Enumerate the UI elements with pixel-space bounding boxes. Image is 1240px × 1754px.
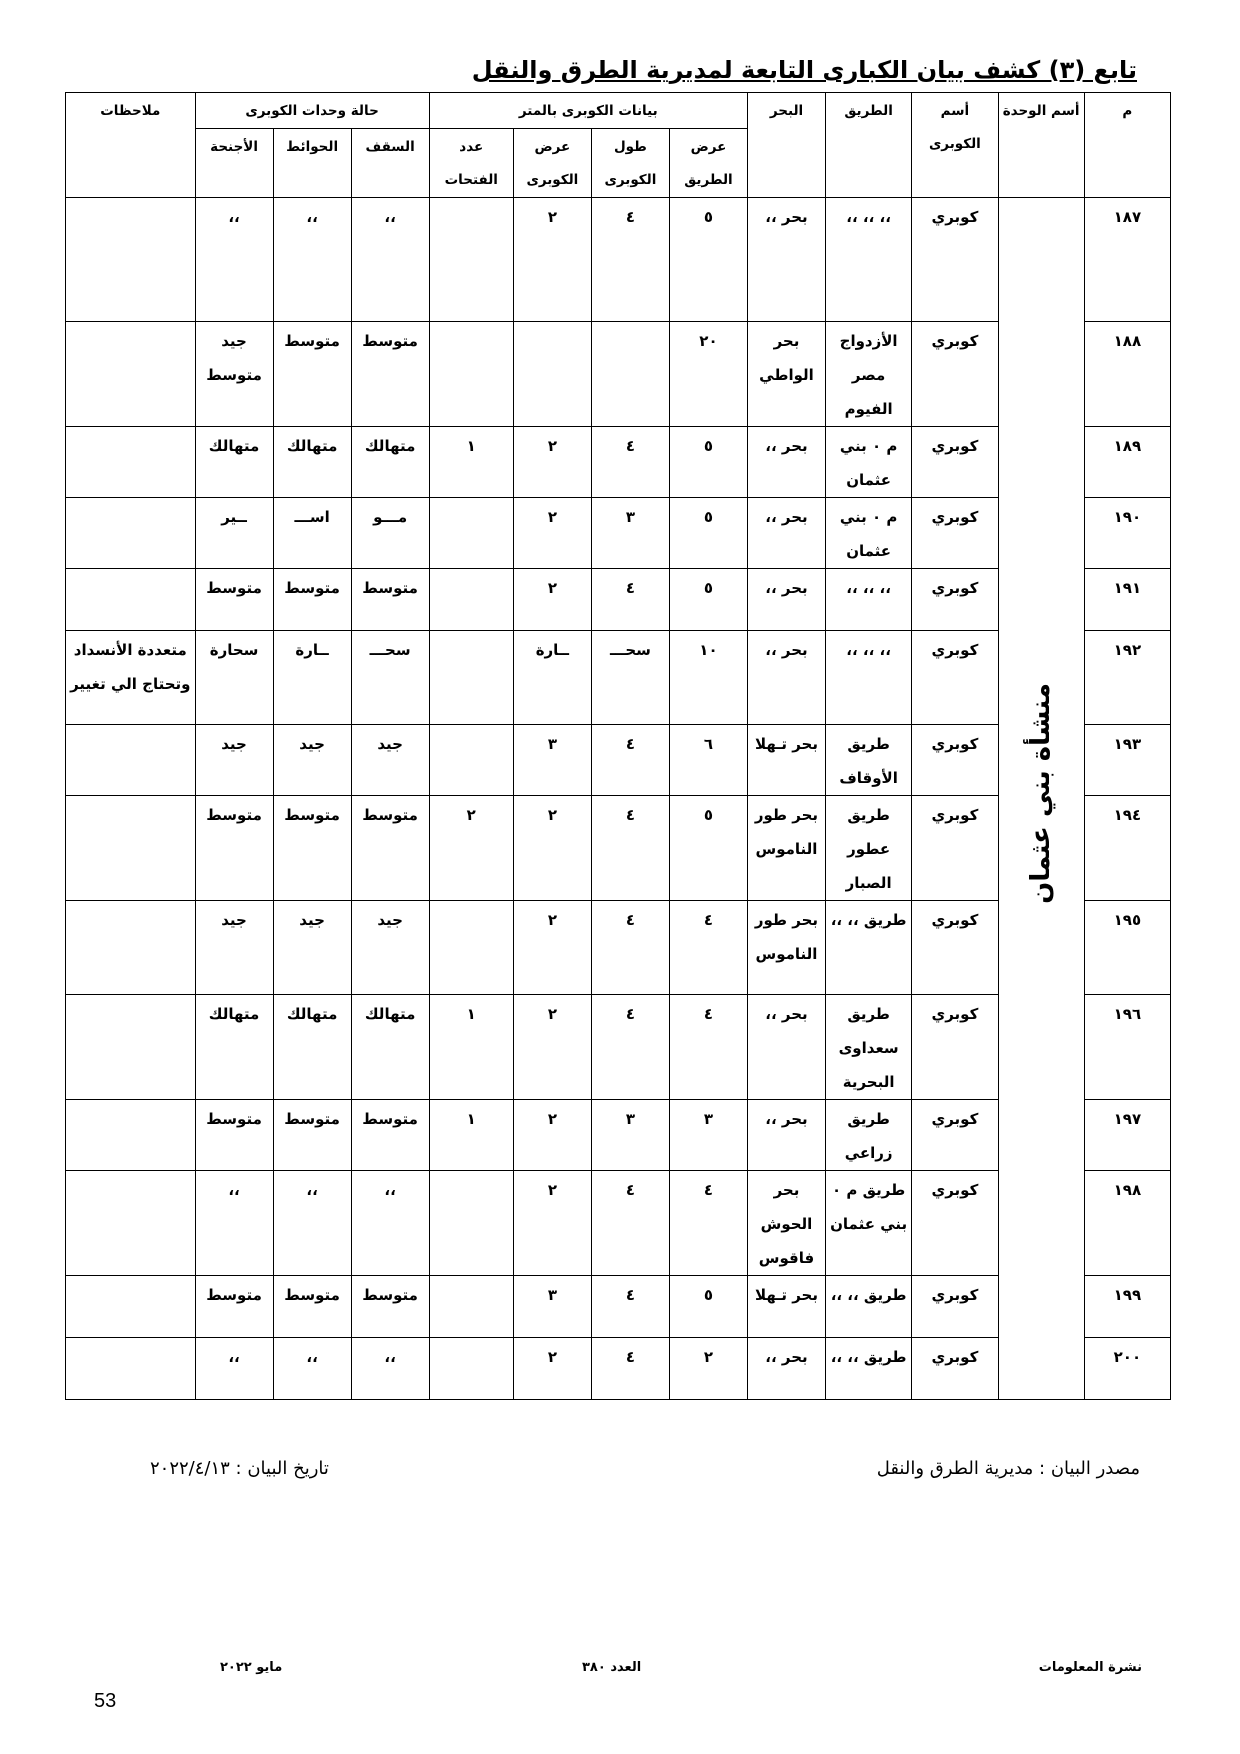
cell-canal: بحر تـهلا xyxy=(747,725,825,796)
cell-canal: بحر طور الناموس xyxy=(747,901,825,995)
cell-wings: متوسط xyxy=(195,796,273,901)
cell-bridge-width: ٢ xyxy=(513,796,591,901)
cell-bridge-length: ٤ xyxy=(591,796,669,901)
cell-ceiling: متوسط xyxy=(351,569,429,631)
cell-bridge-width: ٢ xyxy=(513,569,591,631)
cell-bridge-name: كوبري xyxy=(912,796,998,901)
cell-bridge-length: ٣ xyxy=(591,498,669,569)
cell-road: طريق م ٠ بني عثمان xyxy=(826,1171,912,1276)
cell-road-width: ٣ xyxy=(669,1100,747,1171)
cell-wings: سحارة xyxy=(195,631,273,725)
header-bridge-length: طول الكوبرى xyxy=(591,129,669,198)
cell-openings xyxy=(429,198,513,322)
cell-notes: متعددة الأنسداد وتحتاج الي تغيير xyxy=(66,631,196,725)
header-notes: ملاحظات xyxy=(66,93,196,198)
cell-bridge-width: ٣ xyxy=(513,725,591,796)
cell-walls: متهالك xyxy=(273,995,351,1100)
cell-ceiling: متهالك xyxy=(351,995,429,1100)
cell-num: ١٨٨ xyxy=(1084,322,1170,427)
cell-ceiling: ،، xyxy=(351,1338,429,1400)
cell-bridge-length: ٣ xyxy=(591,1100,669,1171)
cell-ceiling: متوسط xyxy=(351,796,429,901)
cell-bridge-name: كوبري xyxy=(912,322,998,427)
cell-road-width: ٥ xyxy=(669,569,747,631)
header-wings: الأجنحة xyxy=(195,129,273,198)
cell-bridge-width: ٢ xyxy=(513,901,591,995)
cell-walls: متهالك xyxy=(273,427,351,498)
data-date: تاريخ البيان : ٢٠٢٢/٤/١٣ xyxy=(150,1458,329,1479)
header-ceiling: السقف xyxy=(351,129,429,198)
cell-bridge-name: كوبري xyxy=(912,1276,998,1338)
cell-walls: ،، xyxy=(273,1171,351,1276)
header-road: الطريق xyxy=(826,93,912,198)
cell-canal: بحر تـهلا xyxy=(747,1276,825,1338)
cell-road-width: ٤ xyxy=(669,901,747,995)
cell-road: ،، ،، ،، xyxy=(826,198,912,322)
cell-bridge-name: كوبري xyxy=(912,569,998,631)
cell-canal: بحر ،، xyxy=(747,498,825,569)
cell-bridge-length: ٤ xyxy=(591,1338,669,1400)
cell-notes xyxy=(66,498,196,569)
cell-canal: بحر ،، xyxy=(747,1338,825,1400)
header-condition: حالة وحدات الكوبرى xyxy=(195,93,429,129)
cell-canal: بحر ،، xyxy=(747,198,825,322)
cell-road: الأزدواج مصر الفيوم xyxy=(826,322,912,427)
cell-ceiling: ،، xyxy=(351,198,429,322)
cell-canal: بحر الواطي xyxy=(747,322,825,427)
cell-road-width: ٤ xyxy=(669,995,747,1100)
cell-openings xyxy=(429,569,513,631)
cell-road: طريق ،، ،، xyxy=(826,1338,912,1400)
cell-road-width: ٥ xyxy=(669,1276,747,1338)
cell-bridge-name: كوبري xyxy=(912,725,998,796)
cell-road: م ٠ بني عثمان xyxy=(826,498,912,569)
cell-road-width: ٥ xyxy=(669,427,747,498)
unit-name: منشأة بني عثمان xyxy=(1026,683,1057,904)
cell-notes xyxy=(66,1171,196,1276)
cell-walls: ــارة xyxy=(273,631,351,725)
cell-notes xyxy=(66,427,196,498)
cell-unit xyxy=(998,198,1084,1400)
cell-notes xyxy=(66,1338,196,1400)
cell-openings: ١ xyxy=(429,995,513,1100)
cell-wings: متوسط xyxy=(195,1276,273,1338)
cell-canal: بحر ،، xyxy=(747,995,825,1100)
cell-road-width: ٢ xyxy=(669,1338,747,1400)
cell-openings xyxy=(429,631,513,725)
cell-num: ١٩٤ xyxy=(1084,796,1170,901)
cell-bridge-name: كوبري xyxy=(912,995,998,1100)
cell-openings xyxy=(429,725,513,796)
cell-openings xyxy=(429,1276,513,1338)
bridges-table xyxy=(65,92,1171,1400)
cell-bridge-length: ٤ xyxy=(591,198,669,322)
cell-wings: جيد متوسط xyxy=(195,322,273,427)
cell-road-width: ٥ xyxy=(669,796,747,901)
cell-wings: جيد xyxy=(195,901,273,995)
cell-walls: ،، xyxy=(273,198,351,322)
cell-road: طريق زراعي xyxy=(826,1100,912,1171)
cell-notes xyxy=(66,796,196,901)
cell-canal: بحر ،، xyxy=(747,631,825,725)
cell-walls: جيد xyxy=(273,901,351,995)
header-canal: البحر xyxy=(747,93,825,198)
cell-bridge-length xyxy=(591,322,669,427)
cell-num: ١٩١ xyxy=(1084,569,1170,631)
cell-walls: ،، xyxy=(273,1338,351,1400)
cell-notes xyxy=(66,995,196,1100)
footer-issue: العدد ٣٨٠ xyxy=(582,1660,642,1675)
cell-bridge-length: ٤ xyxy=(591,901,669,995)
cell-bridge-length: ٤ xyxy=(591,995,669,1100)
header-bridge-name: أسم الكوبرى xyxy=(912,93,998,198)
header-unit: أسم الوحدة xyxy=(998,93,1084,198)
cell-openings xyxy=(429,322,513,427)
cell-bridge-length: ٤ xyxy=(591,725,669,796)
cell-walls: متوسط xyxy=(273,796,351,901)
cell-openings: ١ xyxy=(429,1100,513,1171)
cell-ceiling: متهالك xyxy=(351,427,429,498)
cell-notes xyxy=(66,1276,196,1338)
cell-notes xyxy=(66,569,196,631)
cell-bridge-name: كوبري xyxy=(912,631,998,725)
cell-canal: بحر طور الناموس xyxy=(747,796,825,901)
cell-road-width: ٥ xyxy=(669,498,747,569)
cell-notes xyxy=(66,322,196,427)
cell-ceiling: جيد xyxy=(351,901,429,995)
cell-num: ١٨٩ xyxy=(1084,427,1170,498)
cell-num: ١٩٣ xyxy=(1084,725,1170,796)
cell-notes xyxy=(66,901,196,995)
cell-bridge-length: سحـــ xyxy=(591,631,669,725)
cell-canal: بحر ،، xyxy=(747,1100,825,1171)
cell-ceiling: متوسط xyxy=(351,322,429,427)
cell-openings: ١ xyxy=(429,427,513,498)
header-num: م xyxy=(1084,93,1170,198)
cell-num: ١٩٠ xyxy=(1084,498,1170,569)
cell-openings: ٢ xyxy=(429,796,513,901)
cell-wings: ،، xyxy=(195,1338,273,1400)
cell-num: ١٩٢ xyxy=(1084,631,1170,725)
header-openings: عدد الفتحات xyxy=(429,129,513,198)
cell-canal: بحر ،، xyxy=(747,427,825,498)
cell-bridge-name: كوبري xyxy=(912,1100,998,1171)
cell-bridge-name: كوبري xyxy=(912,1338,998,1400)
cell-openings xyxy=(429,901,513,995)
cell-wings: متوسط xyxy=(195,1100,273,1171)
cell-walls: متوسط xyxy=(273,569,351,631)
cell-ceiling: سحـــ xyxy=(351,631,429,725)
cell-bridge-width: ٢ xyxy=(513,498,591,569)
cell-road: ،، ،، ،، xyxy=(826,569,912,631)
cell-num: ١٩٧ xyxy=(1084,1100,1170,1171)
cell-num: ١٩٩ xyxy=(1084,1276,1170,1338)
cell-wings: ،، xyxy=(195,1171,273,1276)
cell-road: طريق ،، ،، xyxy=(826,901,912,995)
table-row xyxy=(66,198,1171,322)
cell-canal: بحر ،، xyxy=(747,569,825,631)
cell-bridge-name: كوبري xyxy=(912,901,998,995)
cell-bridge-width: ــارة xyxy=(513,631,591,725)
cell-notes xyxy=(66,1100,196,1171)
cell-canal: بحر الحوش فاقوس xyxy=(747,1171,825,1276)
cell-road-width: ١٠ xyxy=(669,631,747,725)
cell-ceiling: متوسط xyxy=(351,1100,429,1171)
cell-num: ١٩٨ xyxy=(1084,1171,1170,1276)
cell-num: ٢٠٠ xyxy=(1084,1338,1170,1400)
cell-road-width: ٦ xyxy=(669,725,747,796)
cell-bridge-name: كوبري xyxy=(912,1171,998,1276)
cell-notes xyxy=(66,725,196,796)
cell-bridge-width: ٢ xyxy=(513,427,591,498)
cell-ceiling: جيد xyxy=(351,725,429,796)
cell-road-width: ٥ xyxy=(669,198,747,322)
cell-bridge-width: ٢ xyxy=(513,1100,591,1171)
cell-walls: اســـ xyxy=(273,498,351,569)
cell-bridge-length: ٤ xyxy=(591,569,669,631)
cell-wings: ــير xyxy=(195,498,273,569)
cell-walls: متوسط xyxy=(273,1276,351,1338)
cell-walls: متوسط xyxy=(273,1100,351,1171)
cell-wings: ،، xyxy=(195,198,273,322)
cell-num: ١٩٥ xyxy=(1084,901,1170,995)
data-source: مصدر البيان : مديرية الطرق والنقل xyxy=(876,1458,1140,1479)
page-title: تابع (٣) كشف بيان الكبارى التابعة لمديرية الطرق والنقل xyxy=(471,56,1137,84)
cell-road-width: ٤ xyxy=(669,1171,747,1276)
cell-ceiling: مـــو xyxy=(351,498,429,569)
header-road-width: عرض الطريق xyxy=(669,129,747,198)
cell-road: طريق سعداوى البحرية xyxy=(826,995,912,1100)
cell-bridge-name: كوبري xyxy=(912,198,998,322)
cell-openings xyxy=(429,1171,513,1276)
cell-road-width: ٢٠ xyxy=(669,322,747,427)
header-walls: الحوائط xyxy=(273,129,351,198)
cell-bridge-width: ٢ xyxy=(513,1338,591,1400)
cell-openings xyxy=(429,498,513,569)
cell-road: ،، ،، ،، xyxy=(826,631,912,725)
cell-openings xyxy=(429,1338,513,1400)
cell-wings: متوسط xyxy=(195,569,273,631)
cell-wings: متهالك xyxy=(195,427,273,498)
cell-num: ١٨٧ xyxy=(1084,198,1170,322)
cell-bridge-width: ٣ xyxy=(513,1276,591,1338)
cell-road: طريق ،، ،، xyxy=(826,1276,912,1338)
cell-walls: متوسط xyxy=(273,322,351,427)
header-bridge-data: بيانات الكوبرى بالمتر xyxy=(429,93,747,129)
table-body xyxy=(66,198,1171,1400)
cell-bridge-length: ٤ xyxy=(591,427,669,498)
cell-ceiling: متوسط xyxy=(351,1276,429,1338)
header-bridge-width: عرض الكوبرى xyxy=(513,129,591,198)
page-number: 53 xyxy=(94,1690,117,1712)
footer-month: مايو ٢٠٢٢ xyxy=(220,1660,283,1675)
cell-num: ١٩٦ xyxy=(1084,995,1170,1100)
cell-bridge-length: ٤ xyxy=(591,1276,669,1338)
cell-wings: جيد xyxy=(195,725,273,796)
cell-road: طريق عطور الصبار xyxy=(826,796,912,901)
cell-bridge-width: ٢ xyxy=(513,198,591,322)
cell-notes xyxy=(66,198,196,322)
cell-bridge-width xyxy=(513,322,591,427)
cell-road: طريق الأوقاف xyxy=(826,725,912,796)
cell-bridge-length: ٤ xyxy=(591,1171,669,1276)
cell-ceiling: ،، xyxy=(351,1171,429,1276)
cell-bridge-width: ٢ xyxy=(513,995,591,1100)
cell-bridge-width: ٢ xyxy=(513,1171,591,1276)
cell-bridge-name: كوبري xyxy=(912,427,998,498)
footer-publication: نشرة المعلومات xyxy=(1038,1660,1142,1675)
cell-road: م ٠ بني عثمان xyxy=(826,427,912,498)
cell-bridge-name: كوبري xyxy=(912,498,998,569)
cell-wings: متهالك xyxy=(195,995,273,1100)
cell-walls: جيد xyxy=(273,725,351,796)
